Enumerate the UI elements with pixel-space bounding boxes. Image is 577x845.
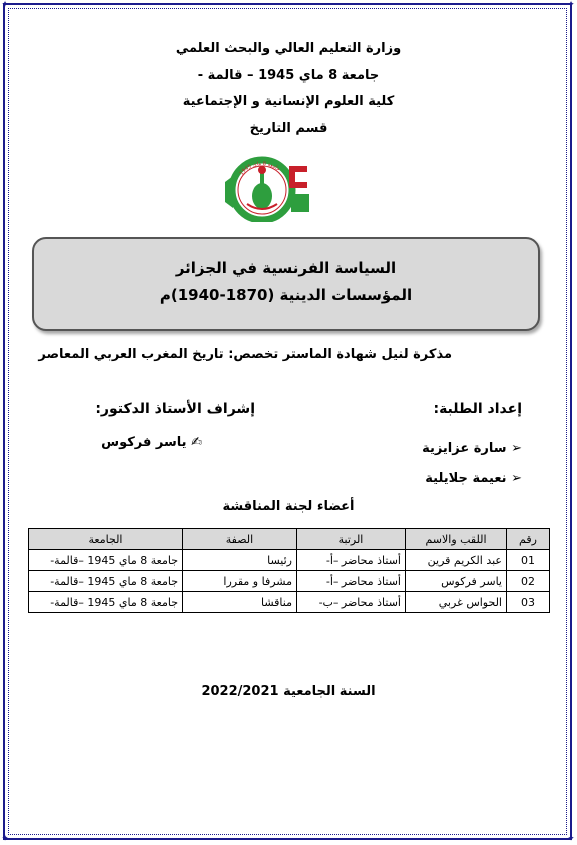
arrow-bullet-icon: ➢	[506, 441, 522, 456]
table-header-row	[29, 529, 550, 550]
academic-year: السنة الجامعية 2022/2021	[201, 684, 376, 699]
col-header-university: الجامعة	[29, 529, 183, 550]
cell-number: 03	[507, 592, 550, 613]
col-header-name: اللقب والاسم	[406, 529, 507, 550]
cell-university: جامعة 8 ماي 1945 –قالمة-	[29, 571, 183, 592]
arrow-bullet-icon: ➢	[506, 471, 522, 486]
pen-bullet-icon: ✍	[186, 435, 202, 450]
student-name: نعيمة جلايلية	[425, 471, 507, 486]
cell-role: رئيسا	[183, 550, 297, 571]
thesis-title-line2: المؤسسات الدينية (1870-1940)م	[159, 286, 413, 304]
jury-table	[28, 528, 550, 613]
thesis-title-line1: السياسة الفرنسية في الجزائر	[175, 259, 397, 277]
cell-number: 02	[507, 571, 550, 592]
ministry-name: وزارة التعليم العالي والبحث العلمي	[175, 41, 402, 56]
table-row	[29, 550, 550, 571]
student-name: سارة عزايزية	[422, 441, 507, 456]
thesis-title-box	[32, 237, 540, 331]
supervisor-name: ياسر فركوس	[101, 435, 187, 450]
supervisor-label: إشراف الأستاذ الدكتور:	[95, 401, 255, 417]
corner-star-icon: ✦	[1, 0, 9, 10]
table-row	[29, 571, 550, 592]
cell-university: جامعة 8 ماي 1945 –قالمة-	[29, 592, 183, 613]
table-row	[29, 592, 550, 613]
cell-number: 01	[507, 550, 550, 571]
jury-title: أعضاء لجنة المناقشة	[222, 499, 355, 514]
corner-star-icon: ✦	[567, 834, 575, 844]
cell-name: ياسر فركوس	[406, 571, 507, 592]
cell-name: عبد الكريم قرين	[406, 550, 507, 571]
students-label: إعداد الطلبة:	[433, 401, 522, 417]
student-item	[425, 471, 522, 486]
department-name: قسم التاريخ	[249, 121, 328, 136]
cell-rank: أستاذ محاضر –أ-	[297, 550, 406, 571]
col-header-role: الصفة	[183, 529, 297, 550]
university-logo	[223, 152, 313, 222]
cell-rank: أستاذ محاضر –أ-	[297, 571, 406, 592]
cell-university: جامعة 8 ماي 1945 –قالمة-	[29, 550, 183, 571]
university-name: جامعة 8 ماي 1945 – قالمة -	[197, 68, 380, 83]
corner-star-icon: ✦	[1, 834, 9, 844]
thesis-note: مذكرة لنيل شهادة الماستر تخصص: تاريخ المغرب العربي المعاصر	[38, 347, 452, 362]
col-header-rank: الرتبة	[297, 529, 406, 550]
cell-role: مناقشا	[183, 592, 297, 613]
supervisor-item	[101, 435, 202, 450]
cell-role: مشرفا و مقررا	[183, 571, 297, 592]
cell-rank: أستاذ محاضر –ب-	[297, 592, 406, 613]
logo-text: جامعة 8 ماي 1945	[238, 160, 281, 177]
student-item	[422, 441, 522, 456]
corner-star-icon: ✦	[567, 0, 575, 10]
cell-name: الحواس غربي	[406, 592, 507, 613]
faculty-name: كلية العلوم الإنسانية و الإجتماعية	[182, 94, 395, 109]
col-header-number: رقم	[507, 529, 550, 550]
